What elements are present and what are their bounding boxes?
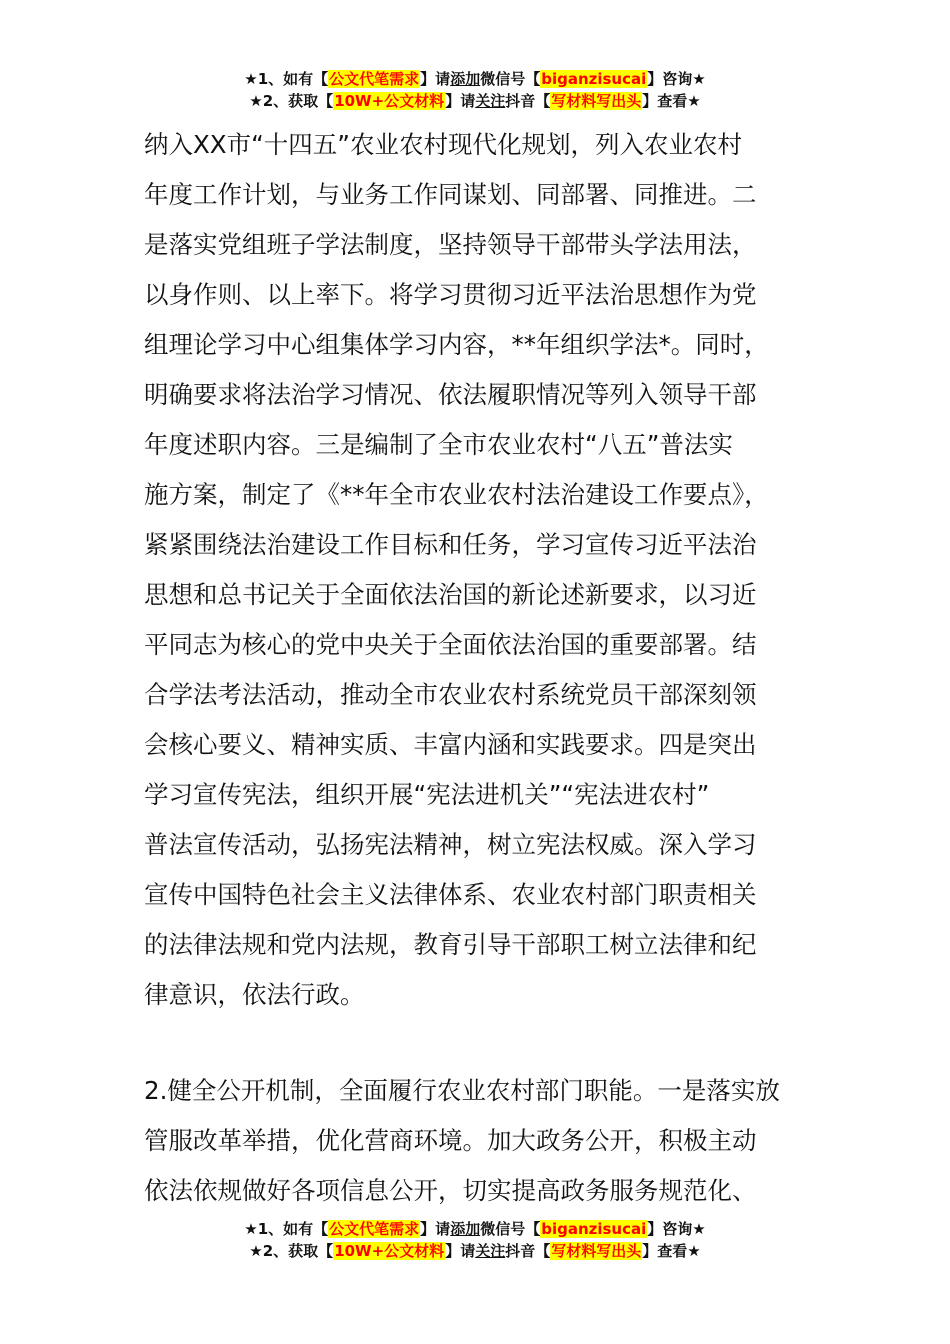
banner-text: 】请 xyxy=(420,70,451,88)
banner-line-2 xyxy=(0,1240,950,1262)
text-line: 是落实党组班子学法制度，坚持领导干部带头学法用法， xyxy=(144,230,757,259)
text-line: 思想和总书记关于全面依法治国的新论述新要求，以习近 xyxy=(144,580,757,609)
banner-text: 】咨询★ xyxy=(647,70,706,88)
text-line: 年度工作计划，与业务工作同谋划、同部署、同推进。二 xyxy=(144,180,757,209)
banner-text: ★1、如有【 xyxy=(244,70,329,88)
text-line: 2.健全公开机制，全面履行农业农村部门职能。一是落实放 xyxy=(144,1076,780,1105)
banner-line-1 xyxy=(0,1218,950,1240)
text-line: 组理论学习中心组集体学习内容，**年组织学法*。同时， xyxy=(144,330,769,359)
banner-highlight: 公文代笔需求 xyxy=(329,1220,420,1238)
text-line: 紧紧围绕法治建设工作目标和任务，学习宣传习近平法治 xyxy=(144,530,757,559)
paragraph-1 xyxy=(144,120,814,1020)
banner-highlight: 写材料写出头 xyxy=(551,1242,642,1260)
banner-highlight: 写材料写出头 xyxy=(551,92,642,110)
banner-text: 】请 xyxy=(445,92,476,110)
text-line: 明确要求将法治学习情况、依法履职情况等列入领导干部 xyxy=(144,380,757,409)
banner-underline: 关注 xyxy=(475,92,506,110)
banner-highlight: 公文代笔需求 xyxy=(329,70,420,88)
text-line: 管服改革举措，优化营商环境。加大政务公开，积极主动 xyxy=(144,1126,757,1155)
banner-text: 】查看★ xyxy=(642,92,701,110)
text-line: 施方案，制定了《**年全市农业农村法治建设工作要点》， xyxy=(144,480,769,509)
banner-text: 微信号【 xyxy=(480,1220,541,1238)
text-line: 的法律法规和党内法规，教育引导干部职工树立法律和纪 xyxy=(144,930,757,959)
banner-text: ★1、如有【 xyxy=(244,1220,329,1238)
text-line: 以身作则、以上率下。将学习贯彻习近平法治思想作为党 xyxy=(144,280,757,309)
paragraph-2 xyxy=(144,1066,814,1216)
banner-highlight: 10W+公文材料 xyxy=(334,1242,445,1260)
text-line: 律意识，依法行政。 xyxy=(144,980,365,1009)
banner-text: ★2、获取【 xyxy=(249,1242,334,1260)
text-line: 普法宣传活动，弘扬宪法精神，树立宪法权威。深入学习 xyxy=(144,830,757,859)
text-line: 宣传中国特色社会主义法律体系、农业农村部门职责相关 xyxy=(144,880,757,909)
banner-text: 微信号【 xyxy=(480,70,541,88)
banner-underline: 添加 xyxy=(450,70,481,88)
banner-highlight: biganzisucai xyxy=(541,70,647,88)
text-line: 纳入XX市“十四五”农业农村现代化规划，列入农业农村 xyxy=(144,130,742,159)
banner-line-1 xyxy=(0,68,950,90)
banner-underline: 关注 xyxy=(475,1242,506,1260)
banner-text: 】咨询★ xyxy=(647,1220,706,1238)
banner-text: 】请 xyxy=(420,1220,451,1238)
banner-underline: 添加 xyxy=(450,1220,481,1238)
header-banner xyxy=(0,68,950,112)
text-line: 合学法考法活动，推动全市农业农村系统党员干部深刻领 xyxy=(144,680,757,709)
banner-line-2 xyxy=(0,90,950,112)
text-line: 年度述职内容。三是编制了全市农业农村“八五”普法实 xyxy=(144,430,733,459)
text-line: 会核心要义、精神实质、丰富内涵和实践要求。四是突出 xyxy=(144,730,757,759)
banner-text: ★2、获取【 xyxy=(249,92,334,110)
banner-text: 抖音【 xyxy=(505,1242,551,1260)
banner-text: 抖音【 xyxy=(505,92,551,110)
text-line: 平同志为核心的党中央关于全面依法治国的重要部署。结 xyxy=(144,630,757,659)
text-line: 依法依规做好各项信息公开，切实提高政务服务规范化、 xyxy=(144,1176,757,1205)
banner-highlight: 10W+公文材料 xyxy=(334,92,445,110)
text-line: 学习宣传宪法，组织开展“宪法进机关”“宪法进农村” xyxy=(144,780,710,809)
footer-banner xyxy=(0,1218,950,1262)
banner-highlight: biganzisucai xyxy=(541,1220,647,1238)
banner-text: 】请 xyxy=(445,1242,476,1260)
banner-text: 】查看★ xyxy=(642,1242,701,1260)
